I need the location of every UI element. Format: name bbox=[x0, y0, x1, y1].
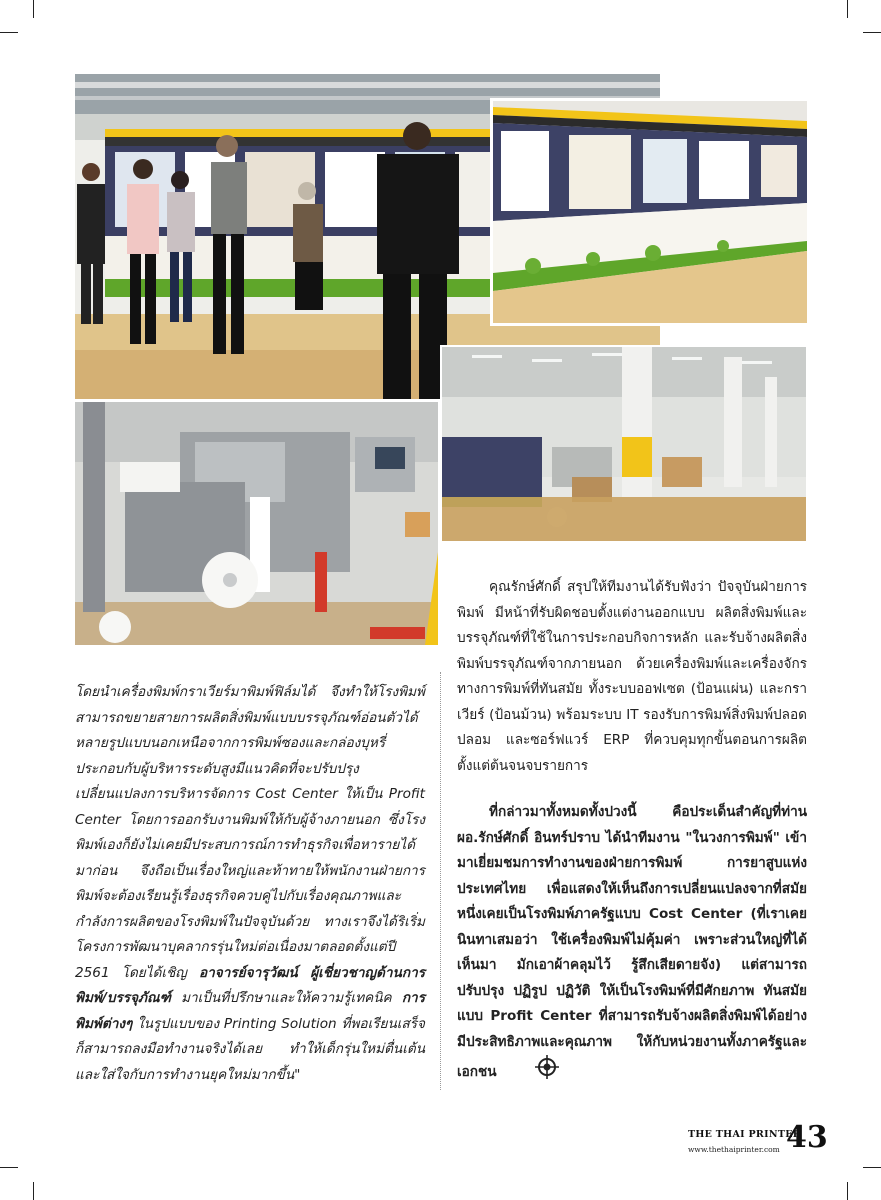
crop-mark-bottom-left-v bbox=[33, 1182, 34, 1200]
crop-mark-bottom-left-h bbox=[0, 1167, 18, 1168]
photo-factory-floor bbox=[440, 345, 808, 543]
photo-exhibition-wall bbox=[490, 98, 810, 326]
left-column-text-2: มาเป็นที่ปรึกษาและให้ความรู้เทคนิค bbox=[170, 990, 392, 1006]
article-right-column bbox=[457, 575, 807, 1089]
crop-mark-top-left-v bbox=[33, 0, 34, 18]
column-divider bbox=[440, 672, 441, 1090]
page-number: 43 bbox=[786, 1120, 828, 1155]
crop-mark-top-left-h bbox=[0, 32, 18, 33]
right-column-paragraph-2 bbox=[457, 800, 807, 1089]
left-column-bold-techniques: การพิมพ์ต่างๆ bbox=[75, 990, 425, 1032]
left-column-text-3: ในรูปแบบของ Printing Solution ที่พอเรียนเสร็จก็สามารถลงมือทำงานจริงได้เลย ทำให้เด็กรุ่นใหม่ตื่นเต้นและใส่ใจกับการทำงานยุคใหม่มากขึ้น" bbox=[75, 1015, 425, 1083]
left-column-text-1: โดยนำเครื่องพิมพ์กราเวียร์มาพิมพ์ฟิล์มได้ จึงทำให้โรงพิมพ์สามารถขยายสายการผลิตสิ่งพิมพ์แบบบรรจุภัณฑ์อ่อนตัวได้หลายรูปแบบนอกเหนือจากการพิมพ์ซองและกล่องบุหรี่ ประกอบกับผู้บริหารระดับสูงมีแนวคิดที่จะปรับปรุงเปลี่ยนแปลงการบริหารจัดการ Cost Center ให้เป็น Profit Center โดยการออกรับงานพิมพ์ให้กับผู้จ้างภายนอก ซึ่งโรงพิมพ์เองก็ยังไม่เคยมีประสบการณ์การทำธุรกิจเพื่อหารายได้มาก่อน จึงถือเป็นเรื่องใหญ่และท้าทายให้พนักงานฝ่ายการพิมพ์จะต้องเรียนรู้เรื่องธุรกิจควบคู่ไปกับเรื่องคุณภาพและกำลังการผลิตของโรงพิมพ์ในปัจจุบันด้วย ทางเราจึงได้ริเริ่มโครงการพัฒนาบุคลากรรุ่นใหม่ต่อเนื่องมาตลอดตั้งแต่ปี 2561 โดยได้เชิญ bbox=[75, 684, 425, 981]
crop-mark-top-right-v bbox=[847, 0, 848, 18]
article-left-column bbox=[75, 680, 425, 1088]
right-column-paragraph-1: คุณรักษ์ศักดิ์ สรุปให้ทีมงานได้รับฟังว่า ปัจจุบันฝ่ายการพิมพ์ มีหน้าที่รับผิดชอบตั้งแต่งานออกแบบ ผลิตสิ่งพิมพ์และบรรจุภัณฑ์ที่ใช้ในการประกอบกิจการหลัก และรับจ้างผลิตสิ่งพิมพ์บรรจุภัณฑ์จากภายนอก ด้วยเครื่องพิมพ์และเครื่องจักรทางการพิมพ์ที่ทันสมัย ทั้งระบบออฟเซต (ป้อนแผ่น) และกราเวียร์ (ป้อนม้วน) พร้อมระบบ IT รองรับการพิมพ์สิ่งพิมพ์ปลอดปลอม และซอร์ฟแวร์ ERP ที่ควบคุมทุกขั้นตอนการผลิตตั้งแต่ต้นจนจบรายการ bbox=[457, 579, 807, 774]
crop-mark-bottom-right-h bbox=[863, 1167, 881, 1168]
crop-mark-top-right-h bbox=[863, 32, 881, 33]
crop-mark-bottom-right-v bbox=[847, 1182, 848, 1200]
left-column-bold-expert: อาจารย์จารุวัฒน์ ผู้เชี่ยวชาญด้านการพิมพ์/บรรจุภัณฑ์ bbox=[75, 964, 425, 1006]
photo-printing-machine bbox=[75, 402, 438, 645]
footer-website: www.thethaiprinter.com bbox=[688, 1145, 780, 1154]
end-of-article-icon bbox=[503, 1055, 559, 1089]
right-column-paragraph-2-text: ที่กล่าวมาทั้งหมดทั้งปวงนี้ คือประเด็นสำคัญที่ท่าน ผอ.รักษ์ศักดิ์ อินทร์ปราบ ได้นำทีมงาน "ในวงการพิมพ์" เข้ามาเยี่ยมชมการทำงานของฝ่ายการพิมพ์ การยาสูบแห่งประเทศไทย เพื่อแสดงให้เห็นถึงการเปลี่ยนแปลงจากที่สมัยหนึ่งเคยเป็นโรงพิมพ์ภาครัฐแบบ Cost Center (ที่เราเคยนินทาเสมอว่า ใช้เครื่องพิมพ์ไม่คุ้มค่า เพราะส่วนใหญ่ที่ได้เห็นมา มักเอาผ้าคลุมไว้ รู้สึกเสียดายจัง) แต่สามารถปรับปรุง ปฏิรูป ปฏิวัติ ให้เป็นโรงพิมพ์ที่มีศักยภาพ ทันสมัย แบบ Profit Center ที่สามารถรับจ้างผลิตสิ่งพิมพ์ได้อย่างมีประสิทธิภาพและคุณภาพ ให้กับหน่วยงานทั้งภาครัฐและเอกชน bbox=[457, 804, 807, 1080]
footer-publication-name: THE THAI PRINTER bbox=[688, 1129, 801, 1140]
